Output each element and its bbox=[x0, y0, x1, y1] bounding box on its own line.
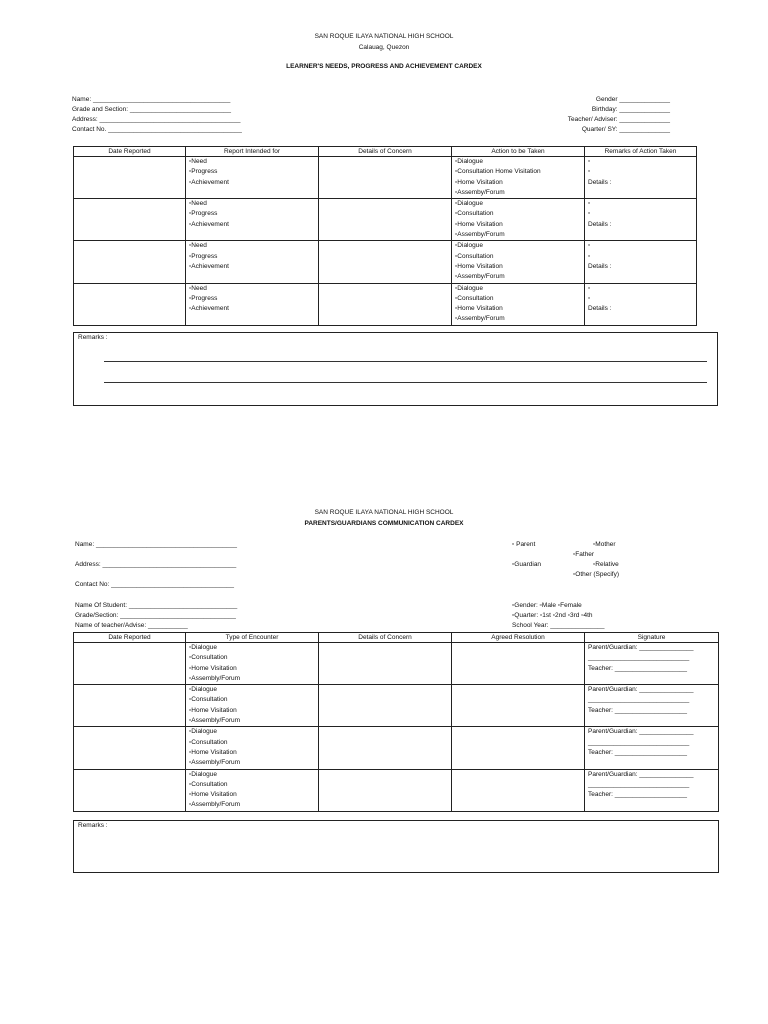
checkbox-remark[interactable]: ▫ bbox=[588, 252, 591, 260]
cardex-title: LEARNER'S NEEDS, PROGRESS AND ACHIEVEMENT CARDEX bbox=[286, 63, 482, 70]
school-name-2: SAN ROQUE ILAYA NATIONAL HIGH SCHOOL bbox=[314, 509, 454, 516]
checkbox-mother[interactable]: ▫Mother bbox=[593, 541, 616, 548]
gender-options[interactable]: ▫Gender: ▫Male ▫Female bbox=[512, 602, 582, 609]
checkbox-father[interactable]: ▫Father bbox=[573, 551, 595, 558]
concern-cell[interactable] bbox=[319, 241, 452, 283]
quarter-sy-field[interactable]: Quarter/ SY: ______________ bbox=[581, 126, 670, 133]
checkbox-assembly[interactable]: ▫Assembly/Forum bbox=[189, 717, 241, 725]
report-cell[interactable] bbox=[186, 241, 319, 283]
grade-section-field-2[interactable]: Grade/Section: ________________________________ bbox=[75, 612, 236, 619]
date-cell[interactable] bbox=[74, 727, 186, 769]
concern-cell[interactable] bbox=[319, 283, 452, 325]
report-cell[interactable] bbox=[186, 157, 319, 199]
details-label: Details : bbox=[588, 262, 612, 270]
date-cell[interactable] bbox=[74, 157, 186, 199]
checkbox-progress[interactable]: ▫Progress bbox=[189, 252, 218, 260]
concern-cell[interactable] bbox=[319, 199, 452, 241]
checkbox-achievement[interactable]: ▫Achievement bbox=[189, 178, 229, 186]
col-date-reported: Date Reported bbox=[74, 633, 186, 643]
encounter-cell[interactable] bbox=[186, 643, 319, 685]
checkbox-relative[interactable]: ▫Relative bbox=[593, 561, 619, 568]
parent-address-field[interactable]: Address: _____________________________________ bbox=[75, 561, 237, 568]
checkbox-remark[interactable]: ▫ bbox=[588, 284, 591, 292]
learner-table bbox=[73, 146, 697, 326]
parent-signature-line[interactable]: Parent/Guardian: _______________ bbox=[588, 728, 694, 736]
details-label: Details : bbox=[588, 178, 612, 186]
parent-name-field[interactable]: Name: _______________________________________ bbox=[75, 541, 237, 548]
concern-cell[interactable] bbox=[319, 157, 452, 199]
resolution-cell[interactable] bbox=[452, 727, 585, 769]
checkbox-home-visitation[interactable]: ▫Home Visitation bbox=[455, 178, 503, 186]
signature-line[interactable]: ____________________________ bbox=[588, 780, 690, 788]
contact-field[interactable]: Contact No. _____________________________________ bbox=[72, 126, 242, 133]
table-row bbox=[74, 199, 697, 241]
table-row bbox=[74, 157, 697, 199]
birthday-field[interactable]: Birthday: ______________ bbox=[591, 106, 670, 113]
concern-cell[interactable] bbox=[319, 685, 452, 727]
checkbox-dialogue[interactable]: ▫Dialogue bbox=[455, 242, 483, 250]
grade-section-field[interactable]: Grade and Section: ____________________________ bbox=[72, 106, 232, 113]
checkbox-dialogue[interactable]: ▫Dialogue bbox=[455, 200, 483, 208]
checkbox-dialogue[interactable]: ▫Dialogue bbox=[189, 644, 217, 651]
signature-cell[interactable] bbox=[585, 685, 719, 727]
action-cell[interactable] bbox=[452, 241, 585, 283]
remarks-cell[interactable] bbox=[585, 241, 697, 283]
checkbox-home-visitation[interactable]: ▫Home Visitation bbox=[189, 664, 237, 672]
col-date-reported: Date Reported bbox=[74, 147, 186, 157]
action-cell[interactable] bbox=[452, 199, 585, 241]
signature-line[interactable]: ____________________________ bbox=[588, 696, 690, 704]
checkbox-consultation[interactable]: ▫Consultation bbox=[189, 738, 228, 746]
concern-cell[interactable] bbox=[319, 727, 452, 769]
checkbox-dialogue[interactable]: ▫Dialogue bbox=[189, 686, 217, 694]
signature-cell[interactable] bbox=[585, 643, 719, 685]
remarks-label: Remarks : bbox=[78, 334, 108, 341]
teacher-signature-line[interactable]: Teacher: ____________________ bbox=[588, 748, 688, 756]
signature-cell[interactable] bbox=[585, 727, 719, 769]
checkbox-dialogue[interactable]: ▫Dialogue bbox=[189, 770, 217, 778]
gender-field[interactable]: Gender ______________ bbox=[595, 96, 670, 103]
checkbox-home-visitation[interactable]: ▫Home Visitation bbox=[189, 748, 237, 756]
checkbox-remark[interactable]: ▫ bbox=[588, 242, 591, 250]
col-details-concern: Details of Concern bbox=[319, 147, 452, 157]
checkbox-remark[interactable]: ▫ bbox=[588, 158, 591, 165]
school-location: Calauag, Quezon bbox=[358, 44, 410, 51]
col-action: Action to be Taken bbox=[452, 147, 585, 157]
checkbox-consultation[interactable]: ▫Consultation bbox=[189, 696, 228, 704]
concern-cell[interactable] bbox=[319, 769, 452, 811]
checkbox-achievement[interactable]: ▫Achievement bbox=[189, 305, 229, 313]
report-cell[interactable] bbox=[186, 283, 319, 325]
table-row bbox=[74, 769, 719, 811]
signature-line[interactable]: ____________________________ bbox=[588, 738, 690, 746]
checkbox-home-visitation[interactable]: ▫Home Visitation bbox=[455, 305, 503, 313]
resolution-cell[interactable] bbox=[452, 685, 585, 727]
learner-fields-left bbox=[72, 95, 242, 135]
date-cell[interactable] bbox=[74, 685, 186, 727]
checkbox-consultation[interactable]: ▫Consultation Home Visitation bbox=[455, 168, 541, 176]
parent-contact-field[interactable]: Contact No: __________________________________ bbox=[75, 581, 235, 588]
resolution-cell[interactable] bbox=[452, 643, 585, 685]
signature-cell[interactable] bbox=[585, 769, 719, 811]
details-label: Details : bbox=[588, 305, 612, 313]
checkbox-consultation[interactable]: ▫Consultation bbox=[455, 252, 494, 260]
table-header-row bbox=[74, 633, 719, 643]
date-cell[interactable] bbox=[74, 241, 186, 283]
date-cell[interactable] bbox=[74, 199, 186, 241]
checkbox-assembly[interactable]: ▫Assemby/Forum bbox=[455, 231, 505, 239]
col-type-encounter: Type of Encounter bbox=[186, 633, 319, 643]
checkbox-assembly[interactable]: ▫Assembly/Forum bbox=[189, 674, 241, 682]
resolution-cell[interactable] bbox=[452, 769, 585, 811]
remarks-box[interactable] bbox=[73, 332, 718, 406]
school-year-field[interactable]: School Year: _______________ bbox=[512, 622, 605, 629]
checkbox-assembly[interactable]: ▫Assemby/Forum bbox=[455, 315, 505, 323]
checkbox-remark[interactable]: ▫ bbox=[588, 168, 591, 176]
table-row bbox=[74, 241, 697, 283]
encounter-cell[interactable] bbox=[186, 685, 319, 727]
remarks-box-2[interactable] bbox=[73, 820, 719, 873]
col-report-intended: Report Intended for bbox=[186, 147, 319, 157]
date-cell[interactable] bbox=[74, 283, 186, 325]
checkbox-consultation[interactable]: ▫Consultation bbox=[455, 210, 494, 218]
date-cell[interactable] bbox=[74, 643, 186, 685]
checkbox-need[interactable]: ▫Need bbox=[189, 200, 207, 208]
checkbox-assembly[interactable]: ▫Assembly/Forum bbox=[189, 759, 241, 767]
communication-table bbox=[73, 632, 719, 812]
checkbox-consultation[interactable]: ▫Consultation bbox=[189, 654, 228, 662]
checkbox-parent[interactable]: ▫ Parent bbox=[512, 541, 536, 548]
checkbox-remark[interactable]: ▫ bbox=[588, 200, 591, 208]
checkbox-dialogue[interactable]: ▫Dialogue bbox=[189, 728, 217, 736]
parent-signature-line[interactable]: Parent/Guardian: _______________ bbox=[588, 770, 694, 778]
checkbox-achievement[interactable]: ▫Achievement bbox=[189, 262, 229, 270]
table-header-row bbox=[74, 147, 697, 157]
signature-line[interactable]: ____________________________ bbox=[588, 654, 690, 662]
student-name-field[interactable]: Name Of Student: ______________________________ bbox=[75, 602, 238, 609]
checkbox-consultation[interactable]: ▫Consultation bbox=[189, 780, 228, 788]
action-cell[interactable] bbox=[452, 283, 585, 325]
col-details-concern: Details of Concern bbox=[319, 633, 452, 643]
checkbox-guardian[interactable]: ▫Guardian bbox=[512, 561, 542, 568]
checkbox-home-visitation[interactable]: ▫Home Visitation bbox=[189, 791, 237, 799]
table-row bbox=[74, 283, 697, 325]
teacher-adviser-field[interactable]: Teacher/ Adviser: ______________ bbox=[567, 116, 670, 123]
checkbox-remark[interactable]: ▫ bbox=[588, 210, 591, 218]
table-row bbox=[74, 685, 719, 727]
school-name: SAN ROQUE ILAYA NATIONAL HIGH SCHOOL bbox=[314, 33, 454, 40]
parent-signature-line[interactable]: Parent/Guardian: _______________ bbox=[588, 686, 694, 694]
name-field[interactable]: Name: ______________________________________ bbox=[72, 96, 231, 103]
checkbox-consultation[interactable]: ▫Consultation bbox=[455, 294, 494, 302]
checkbox-assembly[interactable]: ▫Assemby/Forum bbox=[455, 273, 505, 281]
encounter-cell[interactable] bbox=[186, 769, 319, 811]
date-cell[interactable] bbox=[74, 769, 186, 811]
checkbox-progress[interactable]: ▫Progress bbox=[189, 210, 218, 218]
address-field[interactable]: Address: _______________________________________ bbox=[72, 116, 241, 123]
table-row bbox=[74, 643, 719, 685]
checkbox-progress[interactable]: ▫Progress bbox=[189, 294, 218, 302]
checkbox-assembly[interactable]: ▫Assembly/Forum bbox=[189, 801, 241, 809]
checkbox-need[interactable]: ▫Need bbox=[189, 284, 207, 292]
checkbox-progress[interactable]: ▫Progress bbox=[189, 168, 218, 176]
col-signature: Signature bbox=[585, 633, 719, 643]
remarks-label-2: Remarks : bbox=[78, 822, 108, 829]
concern-cell[interactable] bbox=[319, 643, 452, 685]
checkbox-assembly[interactable]: ▫Assemby/Forum bbox=[455, 188, 505, 196]
cardex-title-2: PARENTS/GUARDIANS COMMUNICATION CARDEX bbox=[304, 520, 464, 527]
teacher-signature-line[interactable]: Teacher: ____________________ bbox=[588, 706, 688, 714]
teacher-signature-line[interactable]: Teacher: ____________________ bbox=[588, 791, 688, 799]
parent-signature-line[interactable]: Parent/Guardian: _______________ bbox=[588, 644, 694, 651]
checkbox-home-visitation[interactable]: ▫Home Visitation bbox=[189, 706, 237, 714]
remarks-cell[interactable] bbox=[585, 157, 697, 199]
details-label: Details : bbox=[588, 220, 612, 228]
checkbox-need[interactable]: ▫Need bbox=[189, 242, 207, 250]
checkbox-home-visitation[interactable]: ▫Home Visitation bbox=[455, 262, 503, 270]
report-cell[interactable] bbox=[186, 199, 319, 241]
remarks-cell[interactable] bbox=[585, 199, 697, 241]
teacher-signature-line[interactable]: Teacher: ____________________ bbox=[588, 664, 688, 672]
action-cell[interactable] bbox=[452, 157, 585, 199]
checkbox-home-visitation[interactable]: ▫Home Visitation bbox=[455, 220, 503, 228]
checkbox-other[interactable]: ▫Other (Specify) bbox=[573, 571, 620, 578]
checkbox-dialogue[interactable]: ▫Dialogue bbox=[455, 158, 483, 165]
teacher-adviser-field-2[interactable]: Name of teacher/Advise: ___________ bbox=[75, 622, 188, 629]
learner-fields-right bbox=[568, 95, 670, 135]
checkbox-need[interactable]: ▫Need bbox=[189, 158, 207, 165]
checkbox-achievement[interactable]: ▫Achievement bbox=[189, 220, 229, 228]
checkbox-remark[interactable]: ▫ bbox=[588, 294, 591, 302]
quarter-options[interactable]: ▫Quarter: ▫1st ▫2nd ▫3rd ▫4th bbox=[512, 612, 593, 619]
checkbox-dialogue[interactable]: ▫Dialogue bbox=[455, 284, 483, 292]
table-row bbox=[74, 727, 719, 769]
remarks-line bbox=[104, 382, 707, 383]
remarks-line bbox=[104, 361, 707, 362]
col-remarks-action: Remarks of Action Taken bbox=[585, 147, 697, 157]
remarks-cell[interactable] bbox=[585, 283, 697, 325]
encounter-cell[interactable] bbox=[186, 727, 319, 769]
col-agreed-resolution: Agreed Resolution bbox=[452, 633, 585, 643]
